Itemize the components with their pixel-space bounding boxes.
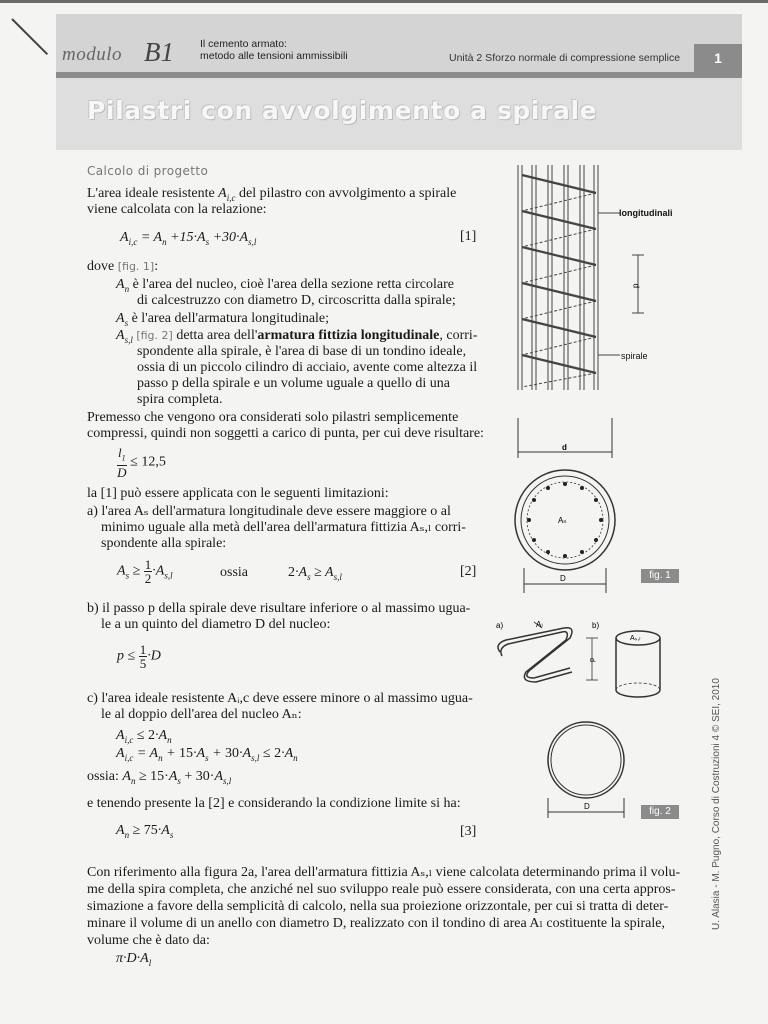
equation-2-right: $2\cdot A_s \ge A_{s,l}$ xyxy=(288,565,342,582)
equation-pitch: p ≤ $\frac{1}{5}$ ·D xyxy=(117,642,161,671)
def-asl-1: $A_{s,l}$ [fig. 2] detta area dell'armatura fittizia longitudinale, corri- xyxy=(116,328,478,345)
bottom-para-2: me della spira completa, che anziché nel suo sviluppo reale può essere considerata, con una certa appros- xyxy=(87,882,676,897)
equation-c-1: $A_{i,c} \le 2\cdot A_n$ xyxy=(116,728,172,745)
limits-intro: la [1] può essere applicata con le seguenti limitazioni: xyxy=(87,486,389,501)
equation-2-left: $A_s$ ≥ $\frac{1}{2}$ $\cdot A_{s,l}$ xyxy=(117,557,173,586)
equation-3: $A_n \ge 75\cdot A_s$ xyxy=(116,823,174,840)
dove-line: dove [fig. 1]: xyxy=(87,259,159,274)
fig2-label-asl: Aₛ,ₗ xyxy=(630,635,641,642)
equation-c-3: ossia: $A_n \ge 15\cdot A_s + 30\cdot A_{s,l}$ xyxy=(87,769,232,786)
module-number: B1 xyxy=(144,37,174,67)
def-asl-2: spondente alla spirale, è l'area di base di un tondino ideale, xyxy=(137,344,467,359)
fig2-label-p: p xyxy=(589,658,596,662)
bottom-para-3: simazione a favore della semplicità di calcolo, nella sua proiezione orizzontale, per cui si tratta di deter- xyxy=(87,899,669,914)
equation-3-number: [3] xyxy=(460,824,477,839)
equation-slenderness: $\frac{l_1}{D}$ ≤ 12,5 xyxy=(117,445,166,480)
cond-a-line-3: spondente alla spirale: xyxy=(101,536,227,551)
fig1-label-spirale: spirale xyxy=(621,351,648,361)
equation-c-2: $A_{i,c} = A_n + 15\cdot A_s + 30\cdot A_{s,l} \le 2\cdot A_n$ xyxy=(116,746,298,763)
cond-c-line-1: c) l'area ideale resistente Aᵢ,c deve essere minore o al massimo ugua- xyxy=(87,691,473,706)
fig2-tag: fig. 2 xyxy=(641,805,679,819)
equation-1-number: [1] xyxy=(460,229,477,244)
fig1-label-longitudinali: longitudinali xyxy=(619,208,673,218)
equation-volume: $\pi\cdot D\cdot A_l$ xyxy=(116,951,152,968)
fig1-label-p: p xyxy=(631,283,640,288)
page-number: 1 xyxy=(694,44,742,72)
fig1-label-D: D xyxy=(560,574,566,583)
equation-2-number: [2] xyxy=(460,564,477,579)
intro-line-2: viene calcolata con la relazione: xyxy=(87,202,267,217)
fig2-label-a: a) xyxy=(496,621,504,630)
column-section-figure xyxy=(510,418,620,598)
fig2-label-al: Aₗ xyxy=(536,620,543,629)
fig1-tag: fig. 1 xyxy=(641,569,679,583)
def-asl-3: ossia di un piccolo cilindro di acciaio, avente come altezza il xyxy=(137,360,478,375)
intro-line-1: L'area ideale resistente $A_{i,c}$ del pilastro con avvolgimento a spirale xyxy=(87,186,457,203)
def-an-1: $A_n$ è l'area del nucleo, cioè l'area della sezione retta circolare xyxy=(116,277,454,294)
bottom-para-1: Con riferimento alla figura 2a, l'area dell'armatura fittizia Aₛ,ₗ viene calcolata determinando prima il volu- xyxy=(87,865,681,880)
def-asl-5: spira completa. xyxy=(137,392,223,407)
section-heading: Calcolo di progetto xyxy=(87,164,209,178)
fig1-label-an: Aₙ xyxy=(558,516,567,525)
fig2-label-b: b) xyxy=(592,621,600,630)
cond-c-line-2: le al doppio dell'area del nucleo Aₙ: xyxy=(101,707,302,722)
def-asl-4: passo p della spirale e un volume uguale a quello di una xyxy=(137,376,450,391)
equation-1: $A_{i,c} = A_n +15\cdot A_s +30\cdot A_{s,l}$ xyxy=(120,230,257,247)
premise-line-2: compressi, quindi non soggetti a carico di punta, per cui deve risultare: xyxy=(87,426,484,441)
spiral-bar-and-cylinder-figure xyxy=(490,618,690,828)
fig1-label-d: d xyxy=(562,443,567,452)
def-an-2: di calcestruzzo con diametro D, circoscritta dalla spirale; xyxy=(137,293,456,308)
page-title: Pilastri con avvolgimento a spirale xyxy=(87,96,598,125)
equation-2-ossia: ossia xyxy=(220,565,248,580)
fig2-label-D: D xyxy=(584,802,590,811)
bottom-para-5: volume che è dato da: xyxy=(87,933,210,948)
premise-line-1: Premesso che vengono ora considerati solo pilastri semplicemente xyxy=(87,410,459,425)
corner-slash xyxy=(11,18,48,55)
side-credit: U. Alasia - M. Pugno, Corso di Costruzioni 4 © SEI, 2010 xyxy=(711,678,722,930)
cond-a-line-1: a) l'area Aₛ dell'armatura longitudinale deve essere maggiore o al xyxy=(87,504,451,519)
def-as: $A_s$ è l'area dell'armatura longitudinale; xyxy=(116,311,330,328)
cond-a-line-2: minimo uguale alla metà dell'area dell'armatura fittizia Aₛ,ₗ corri- xyxy=(101,520,466,535)
module-subtitle: Il cemento armato: metodo alle tensioni ammissibili xyxy=(200,38,348,62)
unit-label: Unità 2 Sforzo normale di compressione semplice xyxy=(449,52,681,64)
cond-b-line-2: le a un quinto del diametro D del nucleo: xyxy=(101,617,331,632)
column-elevation-figure xyxy=(500,165,680,405)
cond-b-line-1: b) il passo p della spirale deve risultare inferiore o al massimo ugua- xyxy=(87,601,471,616)
module-word: modulo xyxy=(62,44,122,65)
top-rule xyxy=(0,0,768,3)
bottom-para-4: minare il volume di un anello con diametro D, realizzato con il tondino di area Aₗ costituente la spirale, xyxy=(87,916,665,931)
limit-text: e tenendo presente la [2] e considerando la condizione limite si ha: xyxy=(87,796,461,811)
